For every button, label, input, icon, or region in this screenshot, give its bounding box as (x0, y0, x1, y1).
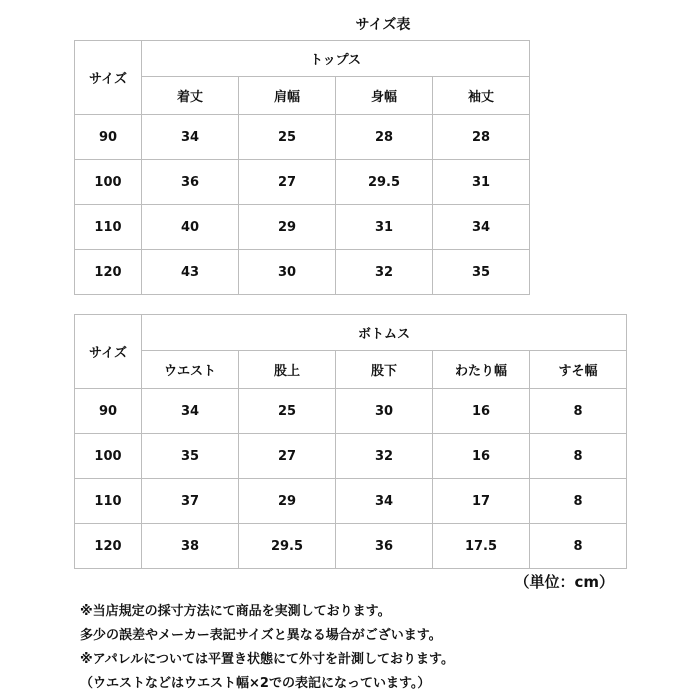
value-cell: 37 (142, 479, 239, 524)
column-header: 股上 (239, 351, 336, 389)
table-row (75, 205, 530, 250)
bottoms-group-header: ボトムス (142, 315, 627, 351)
note-line: ※当店規定の採寸方法にて商品を実測しております。 (80, 604, 391, 619)
note-line: 多少の誤差やメーカー表記サイズと異なる場合がございます。 (80, 628, 442, 643)
table-row (75, 434, 627, 479)
value-cell: 32 (336, 434, 433, 479)
value-cell: 16 (433, 389, 530, 434)
value-cell: 34 (142, 115, 239, 160)
page-title: サイズ表 (355, 17, 411, 33)
column-header: 肩幅 (239, 77, 336, 115)
column-header: 身幅 (336, 77, 433, 115)
value-cell: 28 (336, 115, 433, 160)
value-cell: 29.5 (239, 524, 336, 569)
value-cell: 29 (239, 479, 336, 524)
bottoms-size-table (74, 314, 627, 569)
column-header: ウエスト (142, 351, 239, 389)
size-cell: 90 (75, 389, 142, 434)
table-row (75, 250, 530, 295)
size-cell: 120 (75, 524, 142, 569)
value-cell: 25 (239, 389, 336, 434)
value-cell: 35 (433, 250, 530, 295)
size-cell: 120 (75, 250, 142, 295)
size-cell: 90 (75, 115, 142, 160)
value-cell: 40 (142, 205, 239, 250)
size-header: サイズ (75, 41, 142, 115)
value-cell: 17 (433, 479, 530, 524)
size-cell: 110 (75, 479, 142, 524)
size-cell: 110 (75, 205, 142, 250)
table-row (75, 115, 530, 160)
table-row (75, 389, 627, 434)
value-cell: 30 (336, 389, 433, 434)
note-line: ※アパレルについては平置き状態にて外寸を計測しております。 (80, 652, 454, 667)
value-cell: 8 (530, 479, 627, 524)
value-cell: 31 (433, 160, 530, 205)
unit-label: （単位：cm） (514, 573, 614, 591)
value-cell: 36 (336, 524, 433, 569)
size-cell: 100 (75, 434, 142, 479)
tops-group-header: トップス (142, 41, 530, 77)
value-cell: 17.5 (433, 524, 530, 569)
column-header: 着丈 (142, 77, 239, 115)
value-cell: 43 (142, 250, 239, 295)
column-header: すそ幅 (530, 351, 627, 389)
value-cell: 35 (142, 434, 239, 479)
value-cell: 28 (433, 115, 530, 160)
table-row (75, 160, 530, 205)
value-cell: 30 (239, 250, 336, 295)
value-cell: 8 (530, 389, 627, 434)
note-line: （ウエストなどはウエスト幅×2での表記になっています。） (80, 676, 431, 691)
value-cell: 34 (336, 479, 433, 524)
table-row (75, 524, 627, 569)
column-header: わたり幅 (433, 351, 530, 389)
value-cell: 34 (142, 389, 239, 434)
value-cell: 32 (336, 250, 433, 295)
value-cell: 8 (530, 524, 627, 569)
tops-size-table (74, 40, 530, 295)
value-cell: 8 (530, 434, 627, 479)
size-header: サイズ (75, 315, 142, 389)
value-cell: 31 (336, 205, 433, 250)
value-cell: 25 (239, 115, 336, 160)
value-cell: 34 (433, 205, 530, 250)
size-cell: 100 (75, 160, 142, 205)
value-cell: 27 (239, 160, 336, 205)
value-cell: 38 (142, 524, 239, 569)
column-header: 股下 (336, 351, 433, 389)
value-cell: 27 (239, 434, 336, 479)
value-cell: 36 (142, 160, 239, 205)
value-cell: 29.5 (336, 160, 433, 205)
column-header: 袖丈 (433, 77, 530, 115)
table-row (75, 479, 627, 524)
value-cell: 29 (239, 205, 336, 250)
value-cell: 16 (433, 434, 530, 479)
